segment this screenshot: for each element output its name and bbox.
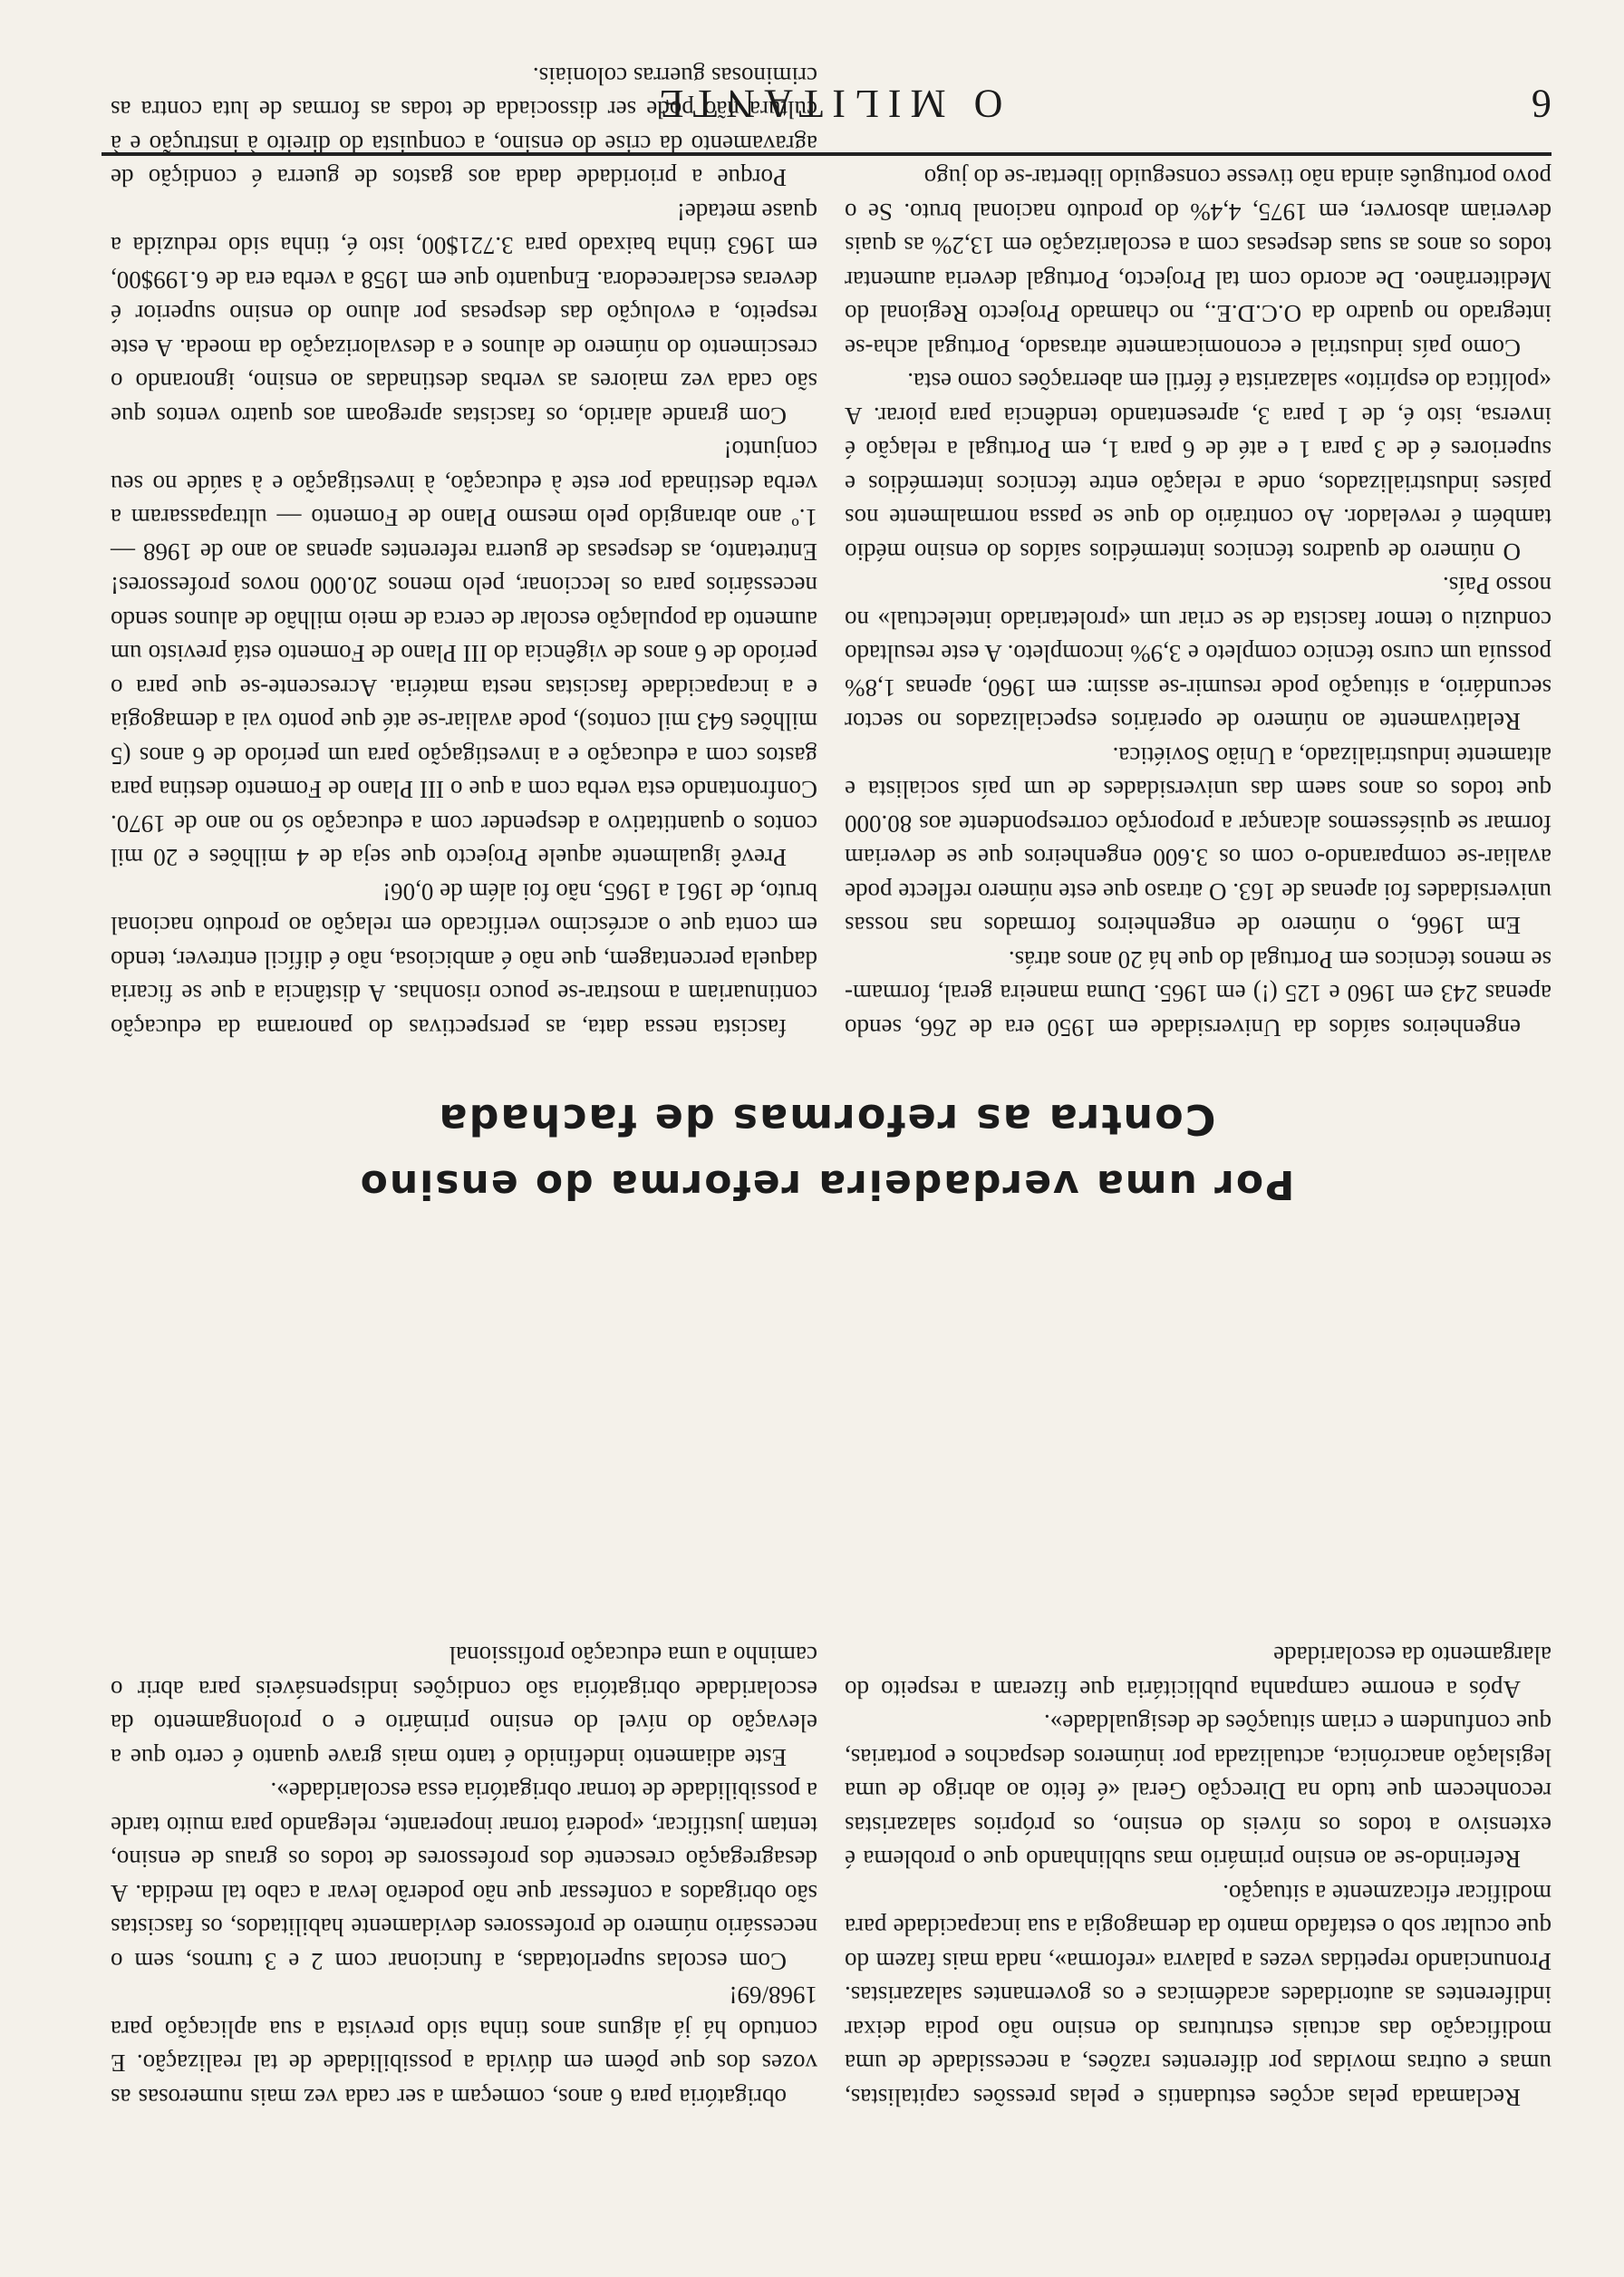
column-bottom-right: [111, 1226, 817, 2114]
paragraph: Este adiamento indefinido é tanto mais grave quanto é certo que a elevação do nível do ensino primário e o prolongamento da escolaridade obrigatória são condições indispensáveis para abrir o caminho a uma educação profissional: [111, 1642, 817, 1771]
paragraph: Prevê igualmente aquele Projecto que seja de 4 milhões e 20 mil contos o quantitativo a despender com a educação só no ano de 1970. Confrontando esta verba com a que o III Plano de Fomento destina para gastos com a educação e a investigação para um período de 6 anos (5 milhões 643 mil contos), pode avaliar-se até que ponto vai a demagogia e a incapacidade fascistas nesta matéria. Acrescente-se que para o período de 6 anos de vigência do III Plano de Fomento está previsto um aumento da população escolar de cerca de meio milhão de alunos sendo necessários para os leccionar, pelo menos 20.000 novos professores! Entretanto, as despesas de guerra referentes apenas ao ano de 1968 — 1.º ano abrangido pelo mesmo Plano de Fomento — ultrapassaram a verba destinada por este à educação, à investigação e à saúde no seu conjunto!: [111, 436, 817, 872]
paragraph: Em 1966, o número de engenheiros formados nas nossas universidades foi apenas de 163. O atraso que este número reflecte pode avaliar-se comparando-o com os 3.600 engenheiros que se deveriam formar se quiséssemos alcançar a proporção correspondente aos 80.000 que todos os anos saem das universidades de um país socialista e altamente industrializado, a União Soviética.: [845, 742, 1552, 940]
paragraph: Porque a prioridade dada aos gastos de guerra é condição de agravamento da crise do ensino, a conquista do direito à instrução e à cultura não pode ser dissociada de todas as formas de luta contra as criminosas guerras coloniais.: [111, 63, 817, 192]
column-bottom-left: [845, 1226, 1552, 2114]
column-top-right: [111, 63, 817, 1044]
paragraph: Como país industrial e economicamente atrasado, Portugal acha-se integrado no quadro da O.C.D.E., no chamado Projecto Regional do Mediterrâneo. De acordo com tal Projecto, Portugal deveria aumentar todos os anos as suas despesas com a escolarização em 13,2% as quais deveriam absorver, em 1975, 4,4% do produto nacional bruto. Se o povo português ainda não tivesse conseguido libertar-se do jugo: [845, 164, 1552, 362]
paragraph: Reclamada pelas acções estudantis e pelas pressões capitalistas, umas e outras movidas por diferentes razões, a necessidade de uma modificação das actuais estruturas do ensino não podia deixar indiferentes as autoridades académicas e os governantes salazaristas. Pronunciando repetidas vezes a palavra «reforma», nada mais fazem do que ocultar sob o estafado manto da demagogia a sua incapacidade para modificar eficazmente a situação.: [845, 1880, 1552, 2111]
paragraph: Com escolas superlotadas, a funcionar com 2 e 3 turnos, sem o necessário número de professores devidamente habilitados, os fascistas são obrigados a confessar que não poderão levar a cabo tal medida. A desagregação crescente dos professores de todos os graus de ensino, tentam justificar, «poderá tornar inoperante, relegando para muito tarde a possibilidade de tornar obrigatória essa escolaridade».: [111, 1778, 817, 1975]
column-top-left: [845, 164, 1552, 1044]
paragraph: Com grande alarido, os fascistas apregoam aos quatro ventos que são cada vez maiores as verbas destinadas ao ensino, ignorando o crescimento do número de alunos e a desvalorização da moeda. A este respeito, a evolução das despesas por aluno do ensino superior é deveras esclarecedora. Enquanto que em 1958 a verba era de 6.199$00, em 1963 tinha baixado para 3.721$00, isto é, tinha sido reduzida a quase metade!: [111, 199, 817, 430]
publication-title: O MILITANTE: [650, 82, 1003, 126]
article-headline: Contra as reformas de fachada: [437, 1095, 1216, 1144]
paragraph: obrigatória para 6 anos, começam a ser cada vez mais numerosas as vozes dos que põem em dúvida a possibilidade de tal realização. E contudo há já alguns anos tinha sido prevista a sua aplicação para 1968/69!: [111, 1981, 817, 2111]
paragraph: Relativamente ao número de operários especializados no sector secundário, a situação pode resumir-se assim: em 1960, apenas 1,8% possuía um curso técnico completo e 3,9% incompleto. A este resultado conduziu o temor fascista de se criar um «proletariado intelectual» no nosso País.: [845, 572, 1552, 736]
paragraph: fascista nessa data, as perspectivas do panorama da educação continuariam a mostrar-se pouco risonhas. A distância a que se ficaria daquela percentagem, que não é ambiciosa, não é difícil entrever, tendo em conta que o acréscimo verificado em relação ao produto nacional bruto, de 1961 a 1965, não foi além de 0,06!: [111, 878, 817, 1042]
page-number: 6: [1522, 82, 1552, 126]
paragraph: O número de quadros técnicos intermédios saídos do ensino médio também é revelador. Ao contrário do que se passa normalmente nos países industrializados, onde a relação entre técnicos intermédios e superiores é de 3 para 1 e até de 6 para 1, em Portugal a relação é inversa, isto é, de 1 para 3, apresentando tendência para piorar. A «política do espírito» salazarista é fértil em aberrações como esta.: [845, 368, 1552, 566]
paragraph: engenheiros saídos da Universidade em 1950 era de 266, sendo apenas 243 em 1960 e 125 (!) em 1965. Duma maneira geral, formam-se menos técnicos em Portugal do que há 20 anos atrás.: [845, 946, 1552, 1042]
paragraph: Referindo-se ao ensino primário mas sublinhando que o problema é extensivo a todos os níveis do ensino, os próprios salazaristas reconhecem que tudo na Direcção Geral «é feito ao abrigo de uma legislação anacrónica, actualizada por inúmeros despachos e portarias, que confundem e criam situações de desigualdade».: [845, 1710, 1552, 1874]
paragraph: Após a enorme campanha publicitária que fizeram a respeito do alargamento da escolaridade: [845, 1642, 1552, 1703]
article-subheadline: Por uma verdadeira reforma do ensino: [358, 1161, 1295, 1207]
